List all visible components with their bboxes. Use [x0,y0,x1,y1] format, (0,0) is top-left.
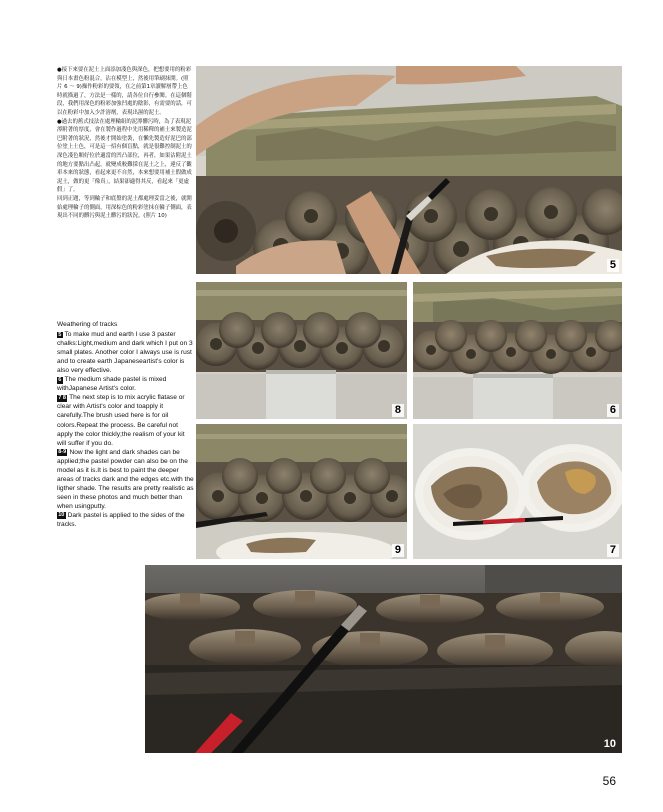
photo-5-image [196,66,622,274]
step-text: Dark pastel is applied to the sides of the tracks. [57,511,185,529]
step-marker: 10 [58,512,65,519]
chinese-paragraph: ●接下來要在泥土上面添加淺色與深色，把想要用的粉彩與日本畫色粉混合，沾在模型上，然後用筆刷抹開。(照片 6 ～ 9)操作粉彩的要領，在之前第1章讀解層帶上色時就描過了，方法是一樣的，請各位自行參閱。在這個階段，我們用深色的粉彩加強凹處的陰影，有需要的話，可以在粉彩中加入少許溶劑，表現出濕的泥土。 [57,67,192,116]
photo-number: 7 [607,544,619,557]
chinese-paragraph: ●過去的舊式技法在處理輪組的泥濘髒污時，為了表現泥濘附著的厚度，會在製作過程中先用稀釋的補土來製造泥巴附著的狀況，然後才開始塗裝，在懶先製造好泥巴的部位塗上土色，可是這一招有個盲點，就是很難控制泥土的深色淺色顆好位於適當的凹凸部位，再者，如果沾附泥土的地方要點出凸起，就變成較難採在泥土之上，違反了觀車本來的狀態，看起來更不自然，本來想要用補土假做成泥土，做的更「像真」，結果卻適得其反，看起來「更虛假」了。 [57,118,192,194]
step-text: The medium shade pastel is mixed withJapanese Artist's color. [57,376,167,393]
english-item [57,511,195,529]
chinese-text-column [57,66,193,221]
english-heading: Weathering of tracks [57,321,118,328]
photo-8 [196,282,407,419]
photo-10 [145,565,622,753]
photo-9 [196,424,407,559]
photo-7-image [413,424,622,559]
step-text: To make mud and earth I use 3 paster chalks:Light,medium and dark which I put on 3 small plates. Another color I always use is rust and to create earth Japaneseartist's color is also very effective. [57,331,193,375]
photo-7 [413,424,622,559]
page-number: 56 [602,774,616,788]
photo-8-image [196,282,407,419]
english-text-column [57,320,195,529]
english-item [57,375,195,393]
step-marker: 8-9 [58,449,67,456]
english-item [57,330,195,375]
photo-6 [413,282,622,419]
photo-number: 9 [392,544,404,557]
step-marker: 6 [58,376,62,383]
english-item [57,448,195,511]
photo-number: 6 [607,404,619,417]
photo-number: 5 [607,259,619,272]
photo-number: 10 [603,738,616,750]
photo-number: 8 [392,404,404,417]
step-text: Now the light and dark shades can be applied;the pastel powder can also be on the model as it is.It is best to paint the deeper areas of tracks dark and the edges etc.with the ligther shade. The results are pretty realistic as seen in these photos and much better than when usingputty. [57,448,194,510]
photo-9-image [196,424,407,559]
step-marker: 5 [58,331,62,338]
step-text: The next step is to mix acrylic flatase or clear with Artist's color and toapply it carefully.The brush used here is for oil colors.Repeat the process. Be careful not apply the color thickly;the realism of your kit will suffer if you do. [57,394,185,447]
english-item [57,393,195,447]
photo-6-image [413,282,622,419]
photo-10-image [145,565,622,753]
photo-5 [196,66,622,274]
chinese-paragraph: 回到正題，等到輪子和底盤的泥土都處理妥當之後，就開始處理輪子的側面，用深棕色的粉彩塗抹在輪子側面，表現出不同的髒污與泥土髒污的狀況。(照片 10) [57,195,192,220]
step-marker: 7 8 [58,394,66,401]
